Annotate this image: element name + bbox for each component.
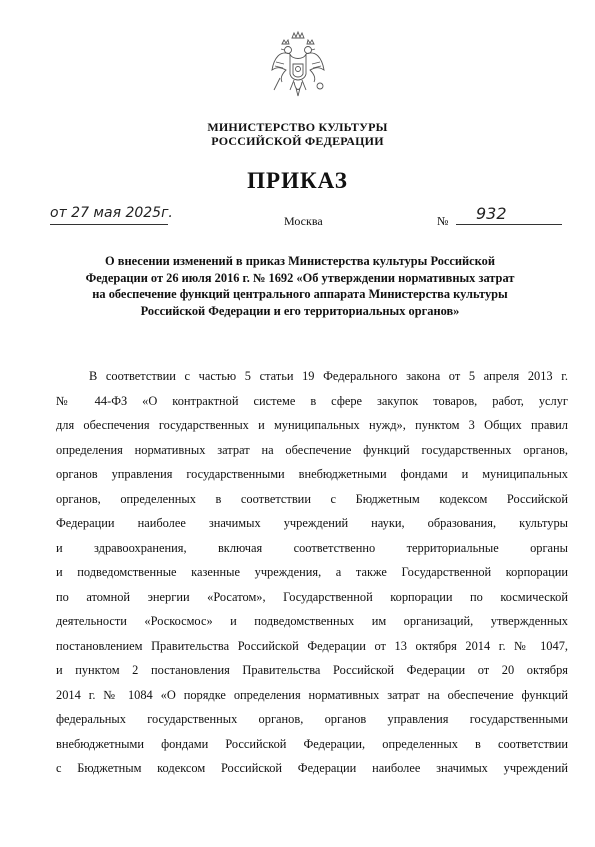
body-line: органов, определенных в соответствии с Бюджетным кодексом Российской xyxy=(56,491,568,506)
body-line: Федерации наиболее значимых учреждений науки, образования, культуры xyxy=(56,516,568,530)
city-label: Москва xyxy=(284,214,323,228)
subject-line: Федерации от 26 июля 2016 г. № 1692 «Об утверждении нормативных затрат xyxy=(85,270,515,285)
body-line: 2014 г. № 1084 «О порядке определения нормативных затрат на обеспечение функций xyxy=(56,687,568,702)
body-line: федеральных государственных органов, органов управления государственными xyxy=(56,712,568,726)
body-line: и здравоохранения, включая соответственно территориальные органы xyxy=(56,540,568,555)
subject-line: Российской Федерации и его территориальных органов» xyxy=(140,303,460,318)
body-line: постановлением Правительства Российской Федерации от 13 октября 2014 г. № 1047, xyxy=(56,638,568,653)
ministry-name xyxy=(0,120,595,148)
handwritten-number: 932 xyxy=(476,204,507,223)
body-line: № 44-ФЗ «О контрактной системе в сфере закупок товаров, работ, услуг xyxy=(56,393,568,408)
coat-of-arms-icon xyxy=(268,30,328,102)
body-line: деятельности «Роскосмос» и подведомственных им организаций, утвержденных xyxy=(56,614,568,628)
number-sign: № xyxy=(437,214,449,228)
subject-line: на обеспечение функций центрального аппарата Министерства культуры xyxy=(92,287,508,301)
ministry-name-line-1: МИНИСТЕРСТВО КУЛЬТУРЫ xyxy=(207,120,388,134)
body-line: с Бюджетным кодексом Российской Федерации наиболее значимых учреждений xyxy=(56,761,568,775)
body-paragraph xyxy=(56,364,568,781)
body-line: и подведомственные казенные учреждения, а также Государственной корпорации xyxy=(56,565,568,579)
document-title: ПРИКАЗ xyxy=(247,168,348,193)
order-subject xyxy=(40,253,560,319)
subject-line: О внесении изменений в приказ Министерства культуры Российской xyxy=(105,254,495,268)
body-line: и пунктом 2 постановления Правительства Российской Федерации от 20 октября xyxy=(56,663,568,677)
body-line: для обеспечения государственных и муниципальных нужд», пунктом 3 Общих правил xyxy=(56,418,568,432)
number-field xyxy=(456,204,562,225)
date-field xyxy=(50,204,173,225)
body-line: В соответствии с частью 5 статьи 19 Федерального закона от 5 апреля 2013 г. xyxy=(89,369,568,383)
handwritten-date: от 27 мая 2025г. xyxy=(50,205,173,221)
ministry-name-line-2: РОССИЙСКОЙ ФЕДЕРАЦИИ xyxy=(211,134,384,148)
body-line: органов управления государственными внебюджетными фондами и муниципальных xyxy=(56,467,568,481)
body-line: внебюджетными фондами Российской Федерации, определенных в соответствии xyxy=(56,736,568,751)
body-line: по атомной энергии «Росатом», Государственной корпорации по космической xyxy=(56,589,568,604)
body-line: определения нормативных затрат на обеспечение функций государственных органов, xyxy=(56,442,568,457)
